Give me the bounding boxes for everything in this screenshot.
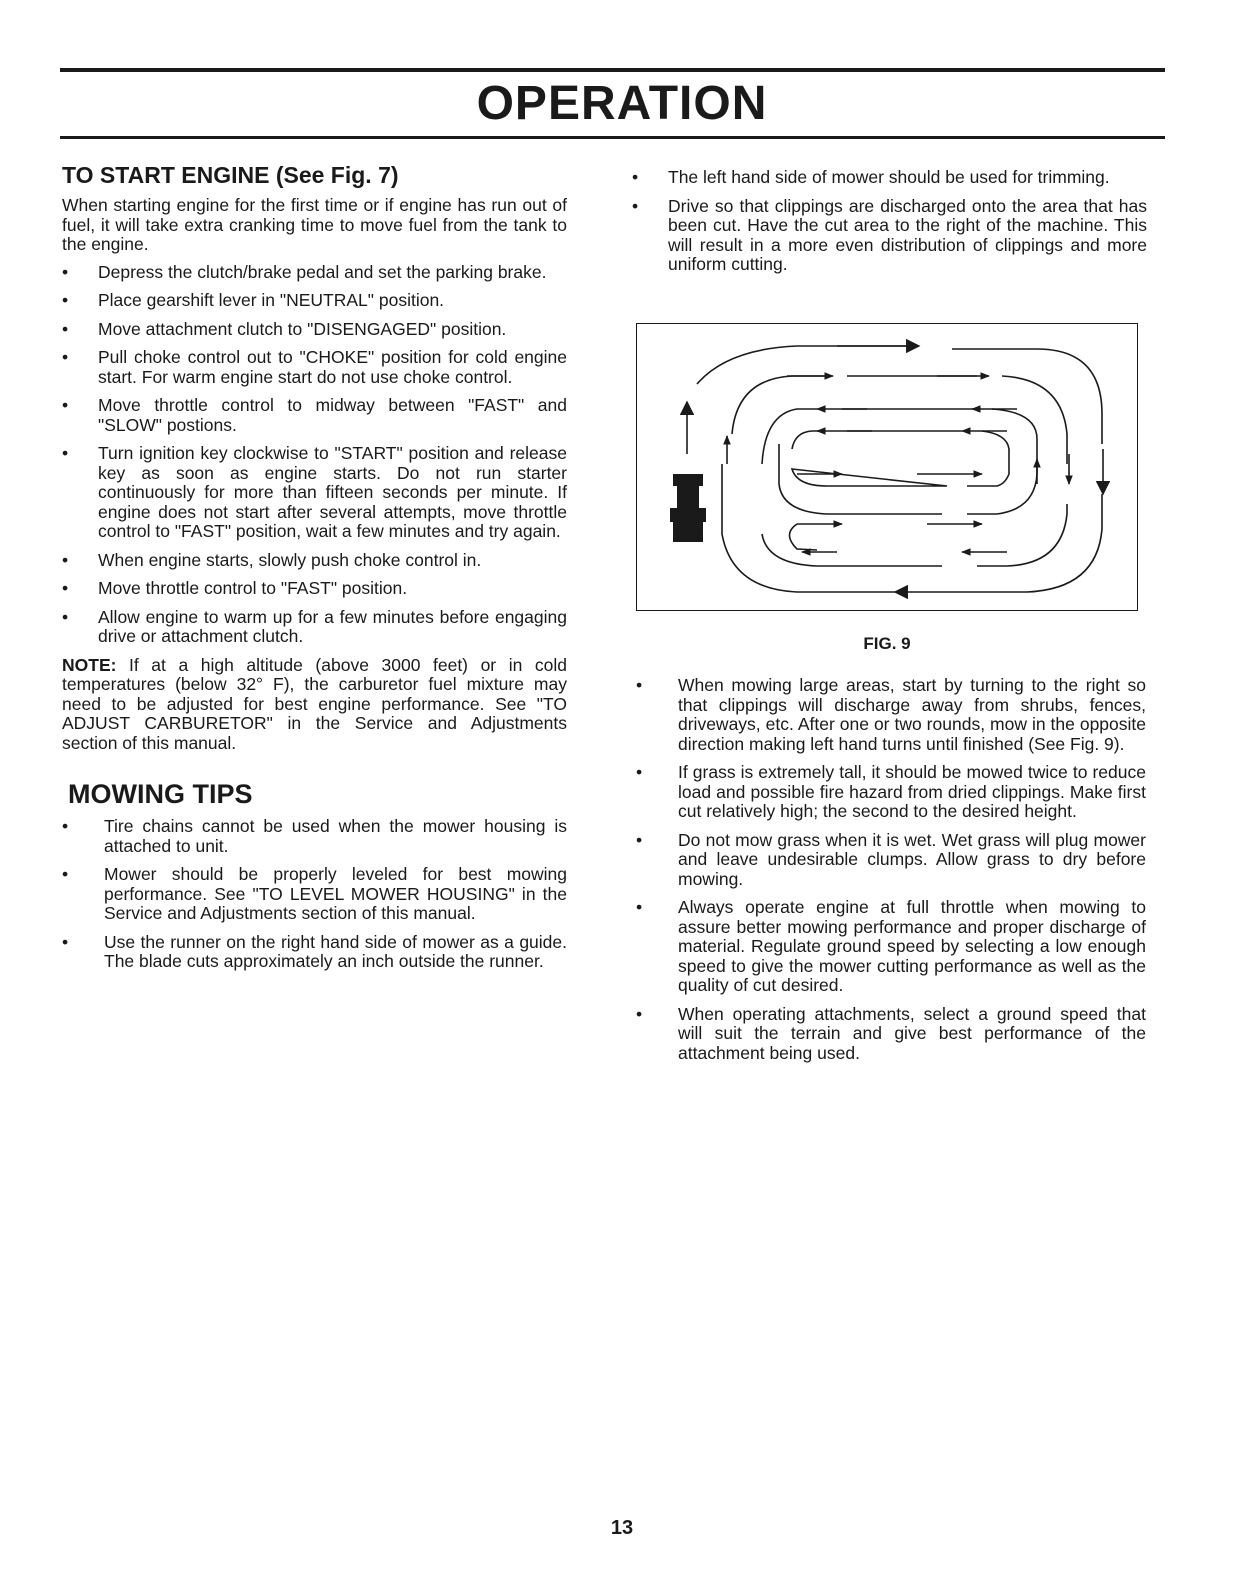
list-item: • If grass is extremely tall, it should be mowed twice to reduce load and possible fire hazard from dried clippings. Make first cut relatively high; the second to the desired height. [636,763,1146,822]
page-number: 13 [610,1517,634,1539]
pattern-path-outer [697,346,1102,592]
list-item: • Turn ignition key clockwise to "START" position and release key as soon as engine starts. Do not run starter continuously for more than fifteen seconds per minute. If engine does not start after several attempts, move throttle control to "FAST" position, wait a few minutes and try again. [62,444,567,542]
start-engine-heading: TO START ENGINE (See Fig. 7) [62,162,399,188]
pattern-path-2 [732,376,1067,566]
left-column [62,162,567,981]
list-item: • Move attachment clutch to "DISENGAGED" position. [62,320,567,340]
list-item: • Depress the clutch/brake pedal and set the parking brake. [62,263,567,283]
pattern-path-3 [762,409,1037,514]
list-item: • Pull choke control out to "CHOKE" position for cold engine start. For warm engine start do not use choke control. [62,348,567,387]
pattern-path-bottom [790,524,818,550]
list-item: • Tire chains cannot be used when the mower housing is attached to unit. [62,817,567,856]
mowing-tips-list-right-bottom [636,676,1146,1063]
header-rule-top [60,68,1165,72]
mowing-pattern-svg [637,324,1136,609]
list-item: • Move throttle control to midway between "FAST" and "SLOW" postions. [62,396,567,435]
list-item: • When engine starts, slowly push choke control in. [62,551,567,571]
mowing-tips-heading: MOWING TIPS [68,779,253,809]
list-item: • The left hand side of mower should be used for trimming. [632,168,1147,188]
list-item: • Use the runner on the right hand side of mower as a guide. The blade cuts approximately an inch outside the runner. [62,933,567,972]
list-item: • Do not mow grass when it is wet. Wet grass will plug mower and leave undesirable clumps. Allow grass to dry before mowing. [636,831,1146,890]
start-engine-steps [62,263,567,647]
page-title: OPERATION [476,77,768,130]
mowing-tips-list-right-top [632,168,1147,275]
header-rule-bottom [60,136,1165,139]
mowing-pattern-diagram [636,323,1138,611]
right-column-bottom [636,676,1146,1072]
list-item: • Move throttle control to "FAST" position. [62,579,567,599]
mowing-tips-list-left [62,817,567,972]
list-item: • Place gearshift lever in "NEUTRAL" position. [62,291,567,311]
list-item: • Mower should be properly leveled for best mowing performance. See "TO LEVEL MOWER HOUSING" in the Service and Adjustments section of this manual. [62,865,567,924]
list-item: • Drive so that clippings are discharged onto the area that has been cut. Have the cut area to the right of the machine. This will result in a more even distribution of clippings and more uniform cutting. [632,197,1147,275]
note-label: NOTE: [62,654,117,675]
list-item: • When operating attachments, select a ground speed that will suit the terrain and give best performance of the attachment being used. [636,1005,1146,1064]
list-item: • When mowing large areas, start by turning to the right so that clippings will discharge away from shrubs, fences, driveways, etc. After one or two rounds, mow in the opposite direction making left hand turns until finished (See Fig. 9). [636,676,1146,754]
note-text: If at a high altitude (above 3000 feet) or in cold temperatures (below 32° F), the carburetor fuel mixture may need to be adjusted for best engine performance. See "TO ADJUST CARBURETOR" in the Service and Adjustments section of this manual. [62,654,567,753]
tractor-icon [670,474,706,542]
start-engine-intro: When starting engine for the first time or if engine has run out of fuel, it will take extra cranking time to move fuel from the tank to the engine. [62,195,567,254]
list-item: • Always operate engine at full throttle when mowing to assure better mowing performance and proper discharge of material. Regulate ground speed by selecting a low enough speed to give the mower cutting performance as well as the quality of cut desired. [636,898,1146,996]
pattern-path-inner [792,431,1009,486]
right-column-top [632,168,1147,284]
figure-caption: FIG. 9 [863,634,911,653]
note-paragraph [62,656,567,754]
list-item: • Allow engine to warm up for a few minutes before engaging drive or attachment clutch. [62,608,567,647]
